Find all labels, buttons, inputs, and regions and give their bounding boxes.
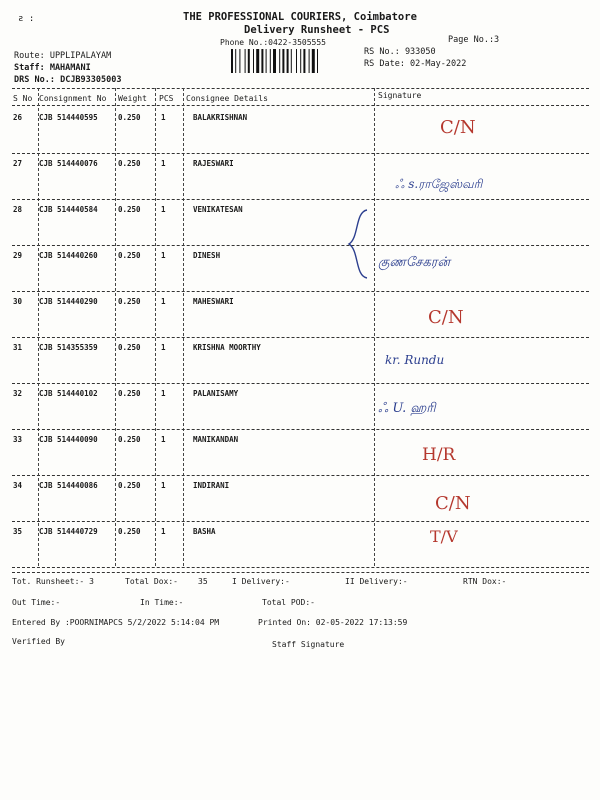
tot-runsheet: Tot. Runsheet:- 3 bbox=[12, 577, 94, 586]
barcode-bar bbox=[317, 49, 318, 73]
barcode-bar bbox=[270, 49, 271, 73]
row-pcs: 1 bbox=[161, 297, 166, 306]
barcode-bar bbox=[245, 49, 246, 73]
row-signature: T/V bbox=[430, 527, 458, 546]
row-sno: 34 bbox=[13, 481, 23, 490]
row-pcs: 1 bbox=[161, 205, 166, 214]
row-sno: 30 bbox=[13, 297, 23, 306]
row-consignment: CJB 514440595 bbox=[39, 113, 98, 122]
row-signature: குணசேகரன் bbox=[378, 255, 451, 270]
drs-value: DCJB93305003 bbox=[60, 75, 122, 85]
row-sno: 35 bbox=[13, 527, 23, 536]
row-consignment: CJB 514440729 bbox=[39, 527, 98, 536]
row-weight: 0.250 bbox=[118, 113, 141, 122]
verified-by: Verified By bbox=[12, 637, 65, 646]
footer-rule bbox=[12, 572, 589, 573]
row-consignee: MANIKANDAN bbox=[193, 435, 239, 444]
barcode-bar bbox=[235, 49, 236, 73]
barcode-bar bbox=[261, 49, 263, 73]
runsheet-subtitle: Delivery Runsheet - PCS bbox=[244, 24, 390, 36]
col-pcs: PCS bbox=[159, 94, 174, 103]
row-signature: C/N bbox=[428, 307, 464, 328]
row-consignee: KRISHNA MOORTHY bbox=[193, 343, 261, 352]
row-weight: 0.250 bbox=[118, 527, 141, 536]
row-divider bbox=[12, 475, 589, 476]
row-sno: 29 bbox=[13, 251, 23, 260]
row-pcs: 1 bbox=[161, 251, 166, 260]
rtn-dox: RTN Dox:- bbox=[463, 577, 507, 586]
row-consignment: CJB 514440102 bbox=[39, 389, 98, 398]
col-consignment: Consignment No bbox=[39, 94, 107, 103]
row-pcs: 1 bbox=[161, 435, 166, 444]
barcode-bar bbox=[291, 49, 292, 73]
printed-on: Printed On: 02-05-2022 17:13:59 bbox=[258, 618, 408, 627]
row-consignment: CJB 514440090 bbox=[39, 435, 98, 444]
row-consignee: DINESH bbox=[193, 251, 221, 260]
row-pcs: 1 bbox=[161, 159, 166, 168]
drs-label: DRS No.: bbox=[14, 75, 55, 85]
rs-number: RS No.: 933050 bbox=[364, 47, 436, 57]
row-consignee: RAJESWARI bbox=[193, 159, 234, 168]
barcode-bar bbox=[309, 49, 310, 73]
route: Route: UPPLIPALAYAM bbox=[14, 51, 112, 61]
rs-date: RS Date: 02-May-2022 bbox=[364, 59, 467, 69]
row-pcs: 1 bbox=[161, 481, 166, 490]
row-sno: 31 bbox=[13, 343, 23, 352]
total-dox-label: Total Dox:- bbox=[125, 577, 178, 586]
barcode-bar bbox=[279, 49, 280, 73]
in-time: In Time:- bbox=[140, 598, 184, 607]
barcode-bar bbox=[300, 49, 301, 73]
table-row bbox=[0, 389, 600, 433]
row-consignee: MAHESWARI bbox=[193, 297, 234, 306]
entered-by: Entered By :POORNIMAPCS 5/2/2022 5:14:04 PM bbox=[12, 618, 220, 627]
table-row bbox=[0, 205, 600, 249]
total-pod: Total POD:- bbox=[262, 598, 315, 607]
col-weight: Weight bbox=[118, 94, 147, 103]
row-weight: 0.250 bbox=[118, 297, 141, 306]
drs-number bbox=[14, 75, 122, 85]
row-weight: 0.250 bbox=[118, 159, 141, 168]
row-consignment: CJB 514440260 bbox=[39, 251, 98, 260]
row-consignment: CJB 514440086 bbox=[39, 481, 98, 490]
row-consignee: PALANISAMY bbox=[193, 389, 239, 398]
col-sno: S No bbox=[13, 94, 33, 103]
staff-signature: Staff Signature bbox=[272, 640, 345, 649]
row-sno: 32 bbox=[13, 389, 23, 398]
row-divider bbox=[12, 291, 589, 292]
brace-mark bbox=[345, 208, 375, 280]
barcode-bar bbox=[282, 49, 284, 73]
row-pcs: 1 bbox=[161, 527, 166, 536]
company-title: THE PROFESSIONAL COURIERS, Coimbatore bbox=[183, 11, 417, 23]
page-number: Page No.:3 bbox=[448, 35, 500, 45]
out-time: Out Time:- bbox=[12, 598, 61, 607]
column-header-rule bbox=[12, 105, 589, 106]
barcode-bar bbox=[253, 49, 254, 73]
table-row bbox=[0, 251, 600, 295]
row-pcs: 1 bbox=[161, 389, 166, 398]
barcode-bar bbox=[296, 49, 297, 73]
row-consignment: CJB 514440290 bbox=[39, 297, 98, 306]
corner-mark: ƨ : bbox=[18, 14, 35, 24]
table-row bbox=[0, 435, 600, 479]
row-signature: H/R bbox=[422, 445, 456, 465]
row-signature: C/N bbox=[440, 117, 476, 138]
row-consignee: INDIRANI bbox=[193, 481, 230, 490]
barcode-bar bbox=[312, 49, 315, 73]
row-signature: C/N bbox=[435, 493, 471, 514]
row-pcs: 1 bbox=[161, 113, 166, 122]
row-consignment: CJB 514440076 bbox=[39, 159, 98, 168]
row-consignee: BASHA bbox=[193, 527, 216, 536]
barcode-bar bbox=[287, 49, 289, 73]
row-sno: 33 bbox=[13, 435, 23, 444]
barcode-bar bbox=[239, 49, 240, 73]
table-row bbox=[0, 343, 600, 387]
row-consignment: CJB 514440584 bbox=[39, 205, 98, 214]
total-dox-value: 35 bbox=[198, 577, 208, 586]
row-sno: 28 bbox=[13, 205, 23, 214]
row-divider bbox=[12, 429, 589, 430]
row-weight: 0.250 bbox=[118, 205, 141, 214]
row-divider bbox=[12, 245, 589, 246]
row-weight: 0.250 bbox=[118, 435, 141, 444]
phone-number: Phone No.:0422-3505555 bbox=[220, 38, 326, 47]
table-row bbox=[0, 481, 600, 525]
row-signature: ஃ U. ஹரி bbox=[378, 401, 436, 416]
row-pcs: 1 bbox=[161, 343, 166, 352]
table-row bbox=[0, 527, 600, 571]
table-row bbox=[0, 113, 600, 157]
barcode-bar bbox=[231, 49, 233, 73]
row-signature: ஃ s.ராஜேஸ்வரி bbox=[395, 177, 483, 191]
barcode-bar bbox=[303, 49, 305, 73]
row-divider bbox=[12, 153, 589, 154]
table-row bbox=[0, 159, 600, 203]
row-sno: 26 bbox=[13, 113, 23, 122]
i-delivery: I Delivery:- bbox=[232, 577, 290, 586]
row-divider bbox=[12, 521, 589, 522]
barcode-bar bbox=[248, 49, 250, 73]
row-weight: 0.250 bbox=[118, 251, 141, 260]
header-rule bbox=[12, 88, 589, 89]
col-consignee: Consignee Details bbox=[186, 94, 268, 103]
row-sno: 27 bbox=[13, 159, 23, 168]
row-consignee: BALAKRISHNAN bbox=[193, 113, 248, 122]
ii-delivery: II Delivery:- bbox=[345, 577, 408, 586]
staff: Staff: MAHAMANI bbox=[14, 63, 91, 73]
row-consignment: CJB 514355359 bbox=[39, 343, 98, 352]
barcode-bar bbox=[273, 49, 276, 73]
row-divider bbox=[12, 199, 589, 200]
row-consignee: VENIKATESAN bbox=[193, 205, 243, 214]
col-signature: Signature bbox=[378, 91, 422, 100]
table-row bbox=[0, 297, 600, 341]
barcode-bar bbox=[256, 49, 259, 73]
row-signature: kr. Rundu bbox=[385, 353, 445, 367]
barcode-bar bbox=[266, 49, 267, 73]
row-weight: 0.250 bbox=[118, 343, 141, 352]
row-divider bbox=[12, 337, 589, 338]
row-divider bbox=[12, 383, 589, 384]
barcode bbox=[231, 49, 344, 73]
row-divider bbox=[12, 567, 589, 568]
row-weight: 0.250 bbox=[118, 389, 141, 398]
row-weight: 0.250 bbox=[118, 481, 141, 490]
